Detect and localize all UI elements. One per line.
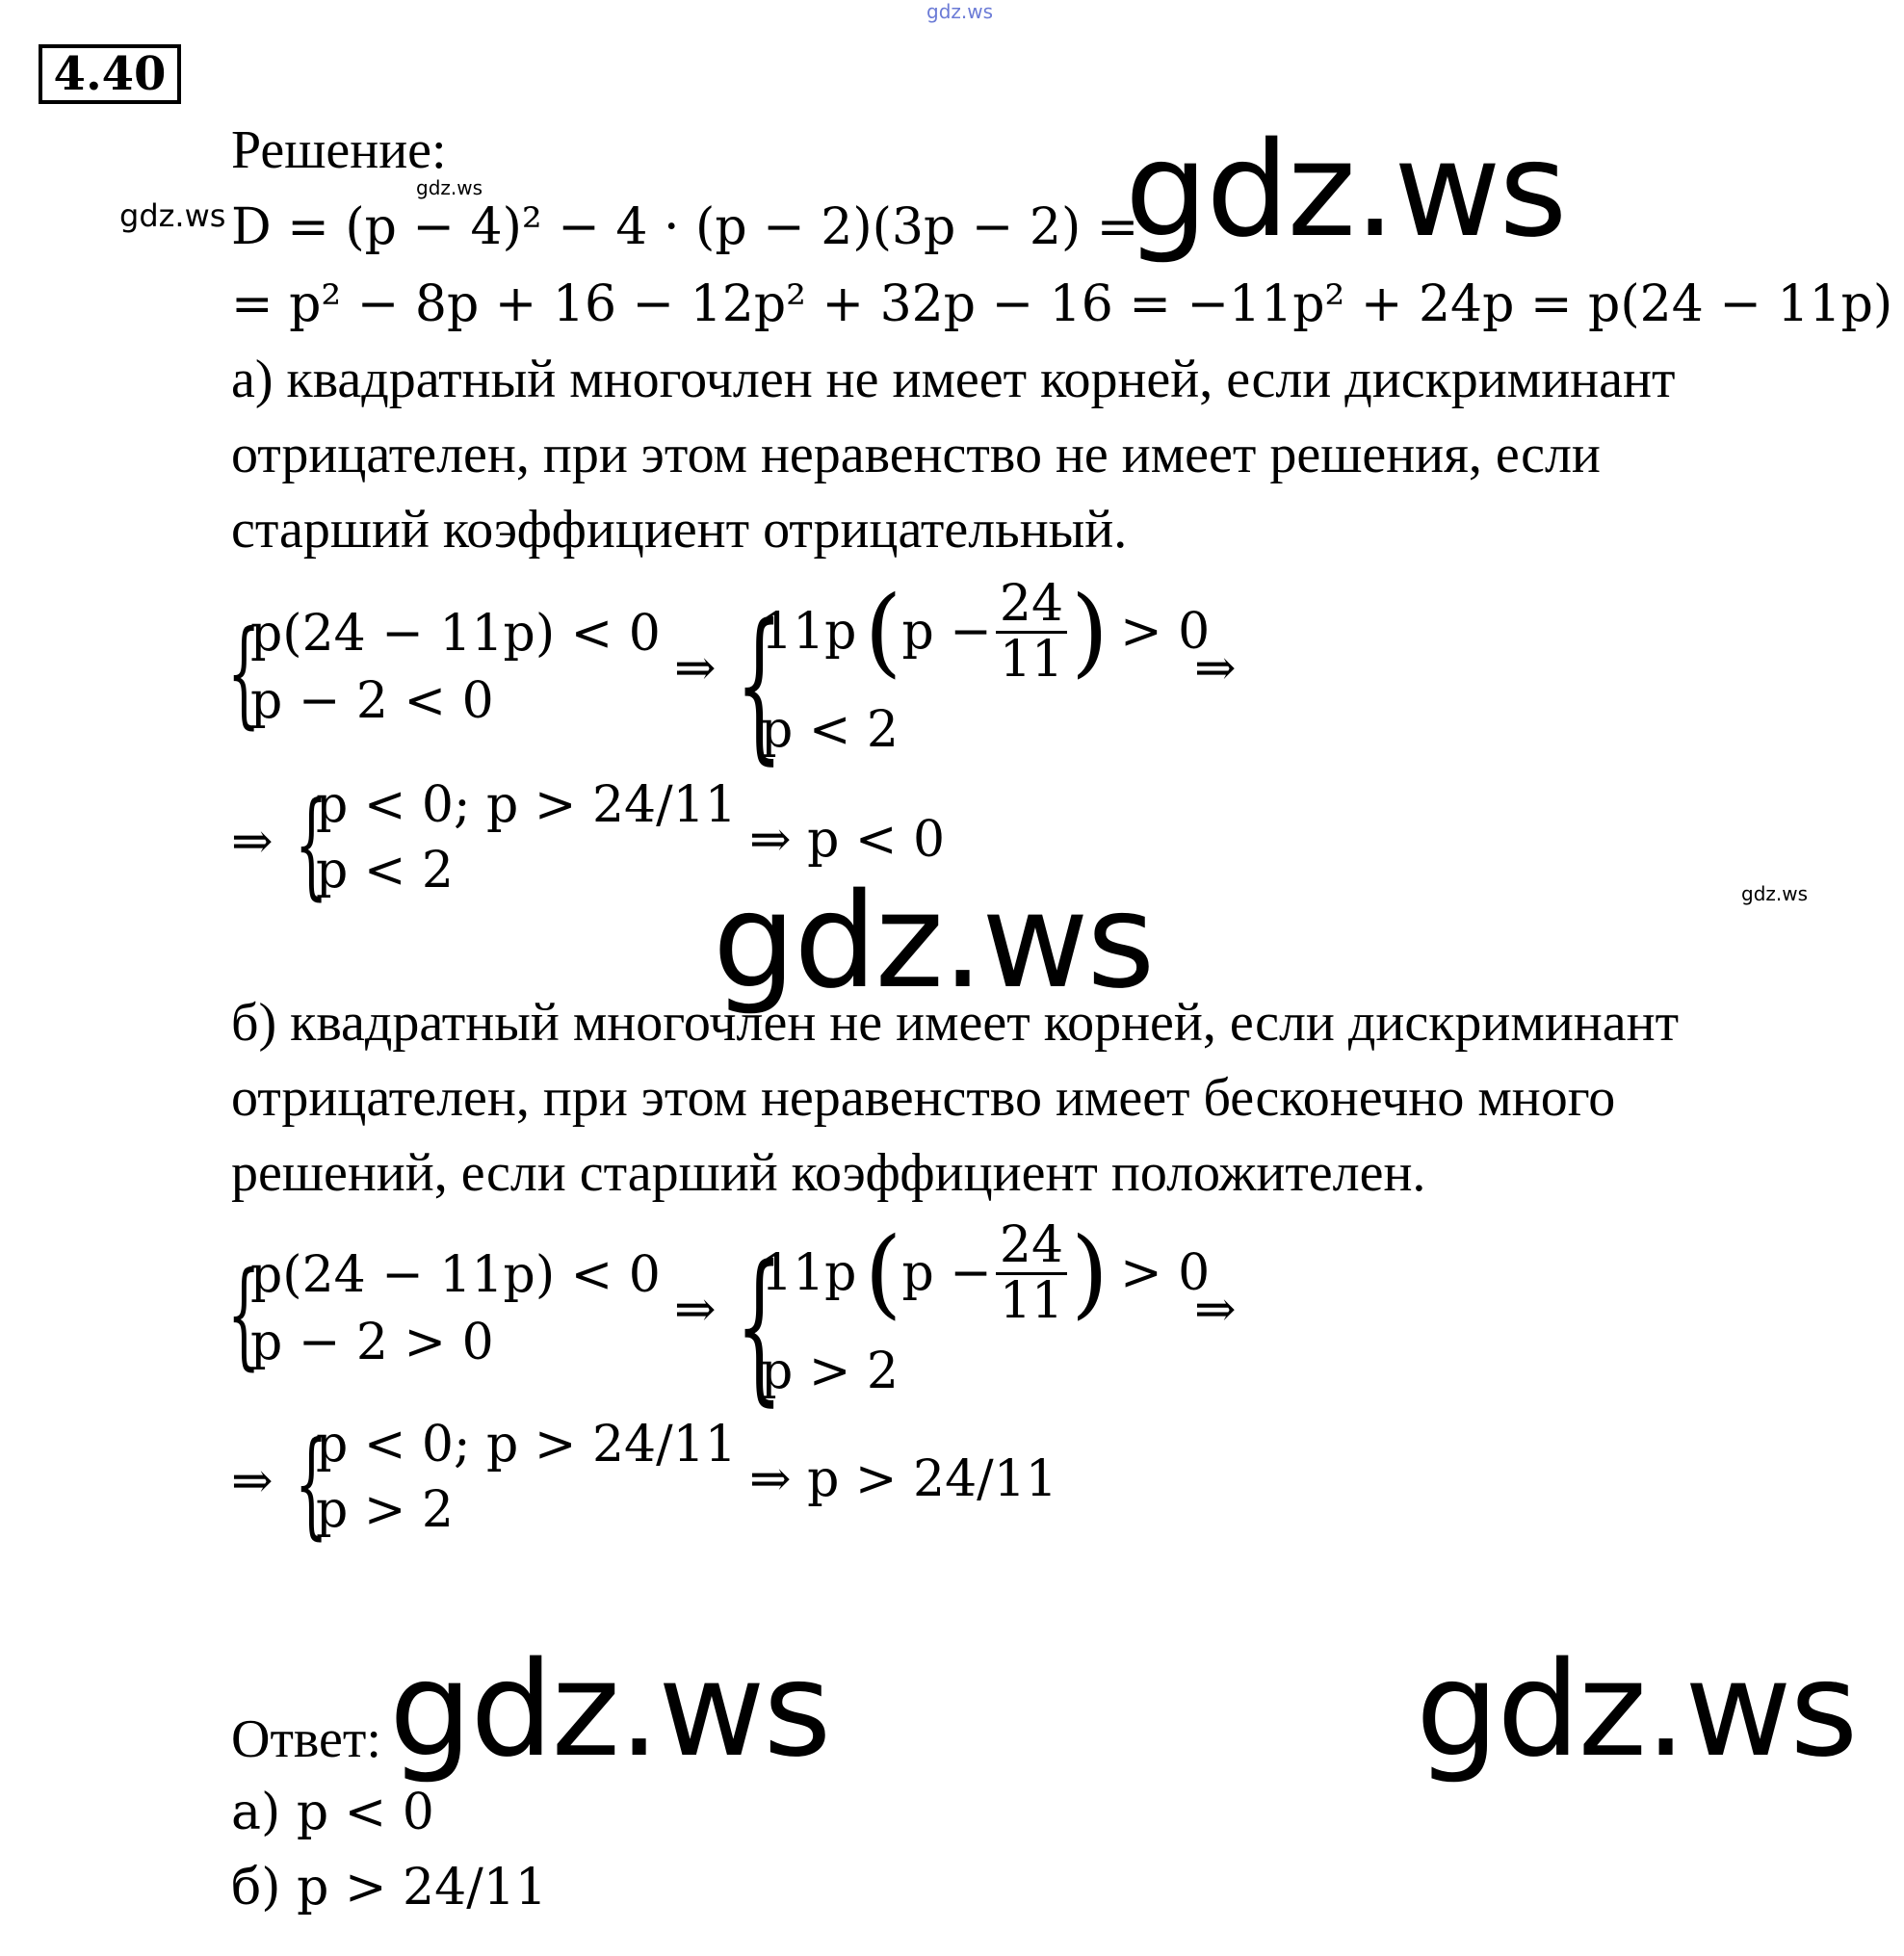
fraction-a [996, 575, 1067, 689]
part-b-line-1: б) квадратный многочлен не имеет корней, если дискриминант [231, 993, 1680, 1053]
part-b-result: ⇒ p > 24/11 [749, 1450, 1057, 1508]
paren-open-b: ( [864, 1216, 902, 1330]
part-a-result: ⇒ p < 0 [749, 811, 946, 869]
solution-label: Решение: [231, 120, 447, 180]
part-a-line-3: старший коэффициент отрицательный. [231, 500, 1128, 560]
part-a-sys2-line-2: p < 2 [761, 701, 899, 759]
discriminant-line-1: D = (p − 4)² − 4 · (p − 2)(3p − 2) = [231, 198, 1139, 256]
part-a-line-2: отрицателен, при этом неравенство не имеет решения, если [231, 425, 1601, 484]
part-a-arrow-1: ⇒ [674, 639, 717, 697]
part-b-line-2: отрицателен, при этом неравенство имеет бесконечно много [231, 1068, 1616, 1128]
discriminant-line-2: = p² − 8p + 16 − 12p² + 32p − 16 = −11p² + 24p = p(24 − 11p) [231, 275, 1893, 333]
watermark-small-1: gdz.ws [416, 176, 483, 199]
part-b-arrow-3: ⇒ [231, 1452, 274, 1510]
watermark-large-1: gdz.ws [1125, 115, 1566, 267]
answer-a: а) p < 0 [231, 1784, 434, 1841]
part-a-arrow-2: ⇒ [1194, 639, 1237, 697]
watermark-small-3: gdz.ws [1741, 882, 1809, 905]
part-b-sys2-gt: > 0 [1120, 1244, 1211, 1303]
brace-a3: { [295, 778, 328, 912]
part-a-sys1-line-2: p − 2 < 0 [250, 672, 494, 730]
brace-b1: { [227, 1248, 261, 1382]
part-a-sys2-line-1 [761, 575, 1211, 689]
answer-b: б) p > 24/11 [231, 1859, 547, 1917]
brace-b2: { [736, 1231, 783, 1421]
watermark-small-2: gdz.ws [119, 197, 226, 234]
part-a-line-1: а) квадратный многочлен не имеет корней, если дискриминант [231, 350, 1676, 409]
part-b-sys2-line-1 [761, 1216, 1211, 1330]
watermark-large-3: gdz.ws [389, 1634, 830, 1786]
part-b-sys3-line-2: p > 2 [316, 1481, 454, 1539]
part-b-sys2-coef: 11p [761, 1244, 857, 1303]
part-b-sys2-p: p − [901, 1244, 992, 1303]
paren-close-b: ) [1071, 1216, 1109, 1330]
fraction-b-numerator: 24 [996, 1219, 1067, 1275]
part-b-arrow-1: ⇒ [674, 1281, 717, 1339]
watermark-large-2: gdz.ws [713, 866, 1154, 1018]
answer-label: Ответ: [231, 1709, 381, 1769]
part-a-sys2-p: p − [901, 603, 992, 662]
part-b-line-3: решений, если старший коэффициент положителен. [231, 1143, 1426, 1203]
fraction-b [996, 1216, 1067, 1330]
part-a-sys2-coef: 11p [761, 603, 857, 662]
problem-number: 4.40 [39, 44, 181, 104]
part-b-sys1-line-2: p − 2 > 0 [250, 1314, 494, 1371]
paren-open-a: ( [864, 575, 902, 689]
watermark-top: gdz.ws [926, 0, 994, 23]
part-b-sys1-line-1: p(24 − 11p) < 0 [250, 1246, 661, 1304]
fraction-a-numerator: 24 [996, 578, 1067, 634]
brace-a1: { [227, 607, 261, 741]
part-b-sys3-line-1: p < 0; p > 24/11 [316, 1416, 737, 1474]
fraction-b-denominator: 11 [999, 1271, 1064, 1330]
brace-a2: { [736, 589, 783, 780]
brace-b3: { [295, 1418, 328, 1552]
part-b-arrow-2: ⇒ [1194, 1281, 1237, 1339]
part-b-sys2-line-2: p > 2 [761, 1343, 899, 1400]
fraction-a-denominator: 11 [999, 630, 1064, 689]
part-a-sys2-gt: > 0 [1120, 603, 1211, 662]
part-a-sys1-line-1: p(24 − 11p) < 0 [250, 605, 661, 663]
part-a-sys3-line-2: p < 2 [316, 842, 454, 900]
part-a-arrow-3: ⇒ [231, 813, 274, 871]
part-a-sys3-line-1: p < 0; p > 24/11 [316, 776, 737, 834]
paren-close-a: ) [1071, 575, 1109, 689]
watermark-large-4: gdz.ws [1416, 1634, 1857, 1786]
